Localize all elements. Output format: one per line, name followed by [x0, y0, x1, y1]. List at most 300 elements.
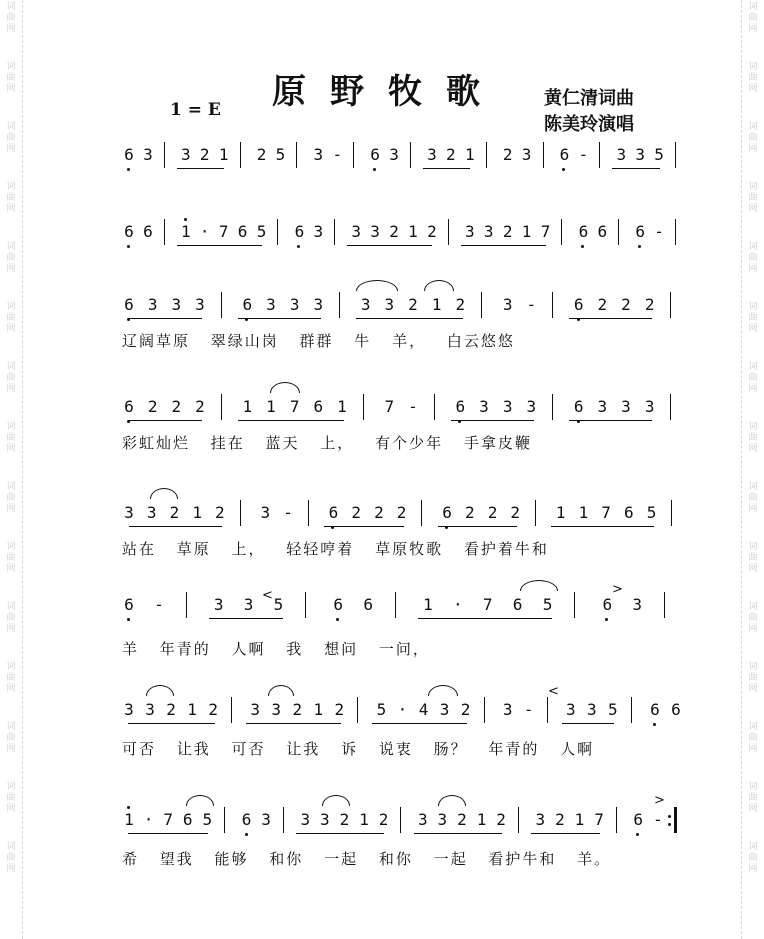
watermark-text: 词 曲 网 — [6, 2, 16, 34]
beam-line — [356, 318, 463, 319]
barline — [240, 500, 241, 526]
beam-line — [612, 168, 659, 169]
lyrics-line-7 — [0, 738, 764, 762]
repeat-end-barline — [674, 807, 677, 833]
watermark-text: 词 曲 网 — [748, 542, 758, 574]
note: 1 — [408, 222, 418, 241]
note: 2 — [292, 700, 303, 719]
dot-mark: · — [397, 700, 408, 719]
barline — [616, 807, 617, 833]
lyrics-line-3 — [0, 330, 764, 354]
note: 3 — [313, 145, 324, 164]
note: 2 — [389, 222, 399, 241]
watermark-text: 词 曲 网 — [6, 782, 16, 814]
note: 7 — [482, 595, 493, 614]
repeat-dot — [668, 815, 671, 818]
barline — [221, 394, 222, 420]
watermark-text: 词 曲 网 — [748, 782, 758, 814]
note: 6 — [313, 397, 324, 416]
low-octave-dot — [653, 723, 656, 726]
note: 2 — [427, 222, 437, 241]
repeat-dot — [668, 823, 671, 826]
note: 5 — [376, 700, 387, 719]
watermark-text: 词 曲 网 — [748, 662, 758, 694]
note: 3 — [171, 295, 182, 314]
note: 3 — [616, 145, 627, 164]
note: 3 — [313, 295, 324, 314]
slur-arc — [356, 280, 398, 291]
barline — [186, 592, 187, 618]
note: 2 — [487, 503, 498, 522]
note: 6 — [241, 810, 252, 829]
note: 3 — [565, 700, 576, 719]
note: 3 — [271, 700, 282, 719]
slur-arc — [268, 685, 294, 696]
note: 6 — [597, 222, 608, 241]
hold-dash: - — [523, 700, 534, 719]
note: 1 — [359, 810, 369, 829]
watermark-text: 词 曲 网 — [6, 422, 16, 454]
barline — [486, 142, 487, 168]
barline — [240, 142, 241, 168]
note: 2 — [166, 700, 176, 719]
watermark-text: 词 曲 网 — [6, 662, 16, 694]
barline — [305, 592, 306, 618]
watermark-text: 词 曲 网 — [748, 722, 758, 754]
barline — [671, 500, 672, 526]
note: 1 — [266, 397, 276, 416]
watermark-text: 词 曲 网 — [6, 542, 16, 574]
note: 3 — [313, 222, 324, 241]
dynamic-mark: > — [654, 793, 665, 808]
score-system-1 — [0, 142, 764, 202]
note: 3 — [535, 810, 546, 829]
watermark-text: 词 曲 网 — [748, 362, 758, 394]
note: 3 — [502, 295, 513, 314]
beam-line — [177, 168, 224, 169]
note: 6 — [363, 595, 373, 614]
beam-line — [129, 420, 202, 421]
note: 1 — [180, 222, 191, 241]
dynamic-mark: < — [548, 684, 559, 699]
barline — [164, 142, 165, 168]
note: 2 — [408, 295, 418, 314]
watermark-text: 词 曲 网 — [6, 362, 16, 394]
barline — [296, 142, 297, 168]
hold-dash: - — [283, 503, 293, 522]
note: 3 — [502, 397, 513, 416]
note: 2 — [147, 397, 158, 416]
low-octave-dot — [605, 618, 608, 621]
note: 6 — [559, 145, 570, 164]
barline — [448, 219, 449, 245]
watermark-text: 词 曲 网 — [6, 722, 16, 754]
note: 2 — [215, 503, 225, 522]
note: 6 — [573, 397, 584, 416]
note: 6 — [182, 810, 193, 829]
hold-dash: - — [654, 222, 664, 241]
beam-line — [423, 168, 470, 169]
note: 3 — [370, 222, 380, 241]
score-system-2 — [0, 219, 764, 279]
note: 2 — [496, 810, 506, 829]
lyrics-text: 羊 年青的 人啊 我 想问 一问， — [122, 640, 430, 658]
lyrics-line-6 — [0, 638, 764, 662]
note: 1 — [192, 503, 202, 522]
watermark-text: 词 曲 网 — [748, 842, 758, 874]
note: 6 — [143, 222, 153, 241]
note: 5 — [275, 145, 286, 164]
lyrics-text: 站在 草原 上， 轻轻哼着 草原牧歌 看护着牛和 — [122, 540, 549, 558]
note: 1 — [574, 810, 585, 829]
note: 6 — [242, 295, 253, 314]
note: 5 — [542, 595, 553, 614]
slur-arc — [428, 685, 458, 696]
note: 2 — [256, 145, 267, 164]
barline — [400, 807, 401, 833]
note: 3 — [437, 810, 448, 829]
note: 6 — [124, 222, 134, 241]
low-octave-dot — [373, 168, 376, 171]
note: 6 — [124, 145, 134, 164]
barline — [481, 292, 482, 318]
note: 3 — [389, 145, 399, 164]
high-octave-dot — [184, 218, 187, 221]
watermark-text: 词 曲 网 — [748, 182, 758, 214]
low-octave-dot — [297, 245, 300, 248]
watermark-text: 词 曲 网 — [748, 122, 758, 154]
low-octave-dot — [581, 245, 584, 248]
note: 1 — [521, 222, 532, 241]
note: 3 — [417, 810, 428, 829]
note: 2 — [199, 145, 210, 164]
watermark-text: 词 曲 网 — [748, 482, 758, 514]
low-octave-dot — [336, 618, 339, 621]
low-octave-dot — [245, 833, 248, 836]
right-watermark-strip — [741, 0, 764, 939]
barline — [518, 807, 519, 833]
note: 2 — [597, 295, 608, 314]
barline — [395, 592, 396, 618]
note: 3 — [360, 295, 371, 314]
note: 4 — [418, 700, 429, 719]
beam-line — [461, 245, 546, 246]
note: 6 — [370, 145, 380, 164]
note: 2 — [374, 503, 384, 522]
dot-mark: · — [199, 222, 210, 241]
note: 2 — [195, 397, 205, 416]
note: 6 — [294, 222, 305, 241]
high-octave-dot — [127, 806, 130, 809]
barline — [334, 219, 335, 245]
note: 1 — [578, 503, 589, 522]
note: 3 — [147, 295, 158, 314]
note: 3 — [586, 700, 597, 719]
note: 2 — [351, 503, 361, 522]
note: 1 — [555, 503, 566, 522]
beam-line — [531, 833, 600, 834]
watermark-text: 词 曲 网 — [6, 122, 16, 154]
watermark-text: 词 曲 网 — [6, 242, 16, 274]
note: 3 — [243, 595, 254, 614]
dynamic-mark: < — [262, 588, 273, 603]
slur-arc — [438, 795, 466, 806]
note: 7 — [218, 222, 229, 241]
note: 3 — [621, 397, 631, 416]
note: 3 — [644, 397, 655, 416]
note: 5 — [273, 595, 284, 614]
lyrics-text: 辽阔草原 翠绿山岗 群群 牛 羊， 白云悠悠 — [122, 332, 515, 350]
barline — [224, 807, 225, 833]
note: 5 — [202, 810, 213, 829]
note: 3 — [521, 145, 532, 164]
beam-line — [246, 723, 341, 724]
beam-line — [414, 833, 502, 834]
note: 2 — [457, 810, 467, 829]
hold-dash: - — [652, 810, 663, 829]
lyrics-text: 可否 让我 可否 让我 诉 说衷 肠？ 年青的 人啊 — [122, 740, 595, 758]
barline — [421, 500, 422, 526]
note: 2 — [460, 700, 471, 719]
barline — [353, 142, 354, 168]
barline — [357, 697, 358, 723]
note: 3 — [145, 700, 155, 719]
note: 3 — [146, 503, 157, 522]
note: 7 — [540, 222, 551, 241]
beam-line — [128, 723, 214, 724]
watermark-text: 词 曲 网 — [6, 182, 16, 214]
note: 2 — [455, 295, 466, 314]
beam-line — [177, 245, 262, 246]
note: 3 — [479, 397, 489, 416]
barline — [631, 697, 632, 723]
note: 7 — [601, 503, 611, 522]
note: 2 — [464, 503, 475, 522]
barline — [675, 219, 676, 245]
low-octave-dot — [638, 245, 641, 248]
barline — [221, 292, 222, 318]
note: 6 — [328, 503, 339, 522]
note: 3 — [266, 295, 276, 314]
singer-credit: 陈美玲演唱 — [544, 114, 634, 135]
beam-line — [451, 420, 534, 421]
slur-arc — [146, 685, 174, 696]
note: 3 — [483, 222, 494, 241]
note: 3 — [351, 222, 361, 241]
barline — [277, 219, 278, 245]
note: 2 — [169, 503, 180, 522]
barline — [434, 394, 435, 420]
note: 2 — [378, 810, 389, 829]
slur-arc — [270, 382, 300, 393]
note: 7 — [384, 397, 395, 416]
beam-line — [438, 526, 518, 527]
barline — [410, 142, 411, 168]
barline — [543, 142, 544, 168]
note: 6 — [124, 397, 134, 416]
note: 3 — [180, 145, 191, 164]
note: 2 — [621, 295, 631, 314]
note: 3 — [213, 595, 224, 614]
note: 5 — [646, 503, 657, 522]
note: 1 — [187, 700, 197, 719]
beam-line — [129, 526, 222, 527]
beam-line — [569, 318, 652, 319]
note: 6 — [624, 503, 634, 522]
note: 3 — [635, 145, 645, 164]
note: 2 — [396, 503, 407, 522]
note: 1 — [431, 295, 442, 314]
left-watermark-strip — [0, 0, 23, 939]
watermark-text: 词 曲 网 — [6, 482, 16, 514]
note: 1 — [313, 700, 324, 719]
note: 2 — [339, 810, 350, 829]
note: 1 — [218, 145, 229, 164]
note: 3 — [427, 145, 437, 164]
beam-line — [324, 526, 404, 527]
note: 1 — [423, 595, 433, 614]
note: 6 — [671, 700, 681, 719]
note: 6 — [455, 397, 466, 416]
slur-arc — [186, 795, 214, 806]
note: 6 — [578, 222, 589, 241]
note: 3 — [300, 810, 311, 829]
watermark-text: 词 曲 网 — [748, 302, 758, 334]
note: 6 — [237, 222, 248, 241]
note: 3 — [320, 810, 330, 829]
note: 3 — [195, 295, 205, 314]
dot-mark: · — [453, 595, 463, 614]
note: 6 — [573, 295, 584, 314]
slur-arc — [520, 580, 558, 591]
note: 3 — [439, 700, 450, 719]
slur-arc — [322, 795, 350, 806]
beam-line — [347, 245, 432, 246]
barline — [484, 697, 485, 723]
note: 3 — [632, 595, 643, 614]
lyrics-line-4 — [0, 432, 764, 456]
note: 6 — [333, 595, 344, 614]
beam-line — [551, 526, 653, 527]
watermark-text: 词 曲 网 — [748, 62, 758, 94]
beam-line — [372, 723, 467, 724]
barline — [363, 394, 364, 420]
watermark-text: 词 曲 网 — [6, 602, 16, 634]
lyrics-text: 彩虹灿烂 挂在 蓝天 上， 有个少年 手拿皮鞭 — [122, 434, 532, 452]
note: 1 — [476, 810, 487, 829]
hold-dash: - — [526, 295, 537, 314]
low-octave-dot — [636, 833, 639, 836]
watermark-text: 词 曲 网 — [6, 62, 16, 94]
barline — [552, 292, 553, 318]
note: 5 — [608, 700, 618, 719]
note: 6 — [512, 595, 523, 614]
lyrics-line-5 — [0, 538, 764, 562]
note: 5 — [654, 145, 664, 164]
note: 3 — [289, 295, 300, 314]
beam-line — [562, 723, 615, 724]
hold-dash: - — [408, 397, 418, 416]
beam-line — [569, 420, 652, 421]
slur-arc — [424, 280, 454, 291]
note: 6 — [124, 595, 134, 614]
watermark-text: 词 曲 网 — [6, 842, 16, 874]
barline — [561, 219, 562, 245]
note: 3 — [261, 810, 271, 829]
watermark-text: 词 曲 网 — [748, 422, 758, 454]
barline — [618, 219, 619, 245]
barline — [283, 807, 284, 833]
composer-credit: 黄仁清词曲 — [544, 88, 634, 109]
beam-line — [129, 318, 202, 319]
note: 7 — [163, 810, 173, 829]
watermark-text: 词 曲 网 — [748, 602, 758, 634]
hold-dash: - — [154, 595, 164, 614]
barline — [231, 697, 232, 723]
beam-line — [296, 833, 384, 834]
barline — [574, 592, 575, 618]
note: 2 — [502, 145, 513, 164]
note: 6 — [635, 222, 645, 241]
hold-dash: - — [578, 145, 589, 164]
barline — [339, 292, 340, 318]
note: 1 — [242, 397, 253, 416]
note: 3 — [384, 295, 395, 314]
beam-line — [238, 420, 345, 421]
barline — [670, 394, 671, 420]
low-octave-dot — [127, 168, 130, 171]
note: 7 — [594, 810, 604, 829]
note: 1 — [124, 810, 134, 829]
note: 3 — [260, 503, 271, 522]
note: 2 — [555, 810, 565, 829]
note: 6 — [124, 295, 134, 314]
note: 3 — [250, 700, 261, 719]
beam-line — [128, 833, 208, 834]
note: 3 — [143, 145, 153, 164]
hold-dash: - — [332, 145, 343, 164]
note: 3 — [124, 700, 134, 719]
note: 6 — [442, 503, 452, 522]
note: 2 — [334, 700, 345, 719]
note: 1 — [464, 145, 475, 164]
song-title: 原野牧歌 — [272, 72, 504, 112]
beam-line — [238, 318, 321, 319]
lyrics-text: 希 望我 能够 和你 一起 和你 一起 看护牛和 羊。 — [122, 850, 612, 868]
note: 1 — [337, 397, 347, 416]
watermark-text: 词 曲 网 — [748, 242, 758, 274]
dot-mark: · — [143, 810, 154, 829]
key-signature: 1 = E — [170, 100, 221, 120]
barline — [664, 592, 665, 618]
watermark-text: 词 曲 网 — [748, 2, 758, 34]
note: 6 — [633, 810, 644, 829]
barline — [535, 500, 536, 526]
beam-line — [418, 618, 553, 619]
note: 3 — [124, 503, 134, 522]
note: 3 — [502, 700, 513, 719]
note: 3 — [526, 397, 537, 416]
barline — [308, 500, 309, 526]
barline — [670, 292, 671, 318]
low-octave-dot — [127, 245, 130, 248]
note: 2 — [644, 295, 655, 314]
barline — [675, 142, 676, 168]
watermark-text: 词 曲 网 — [6, 302, 16, 334]
barline — [599, 142, 600, 168]
beam-line — [209, 618, 284, 619]
note: 3 — [597, 397, 608, 416]
